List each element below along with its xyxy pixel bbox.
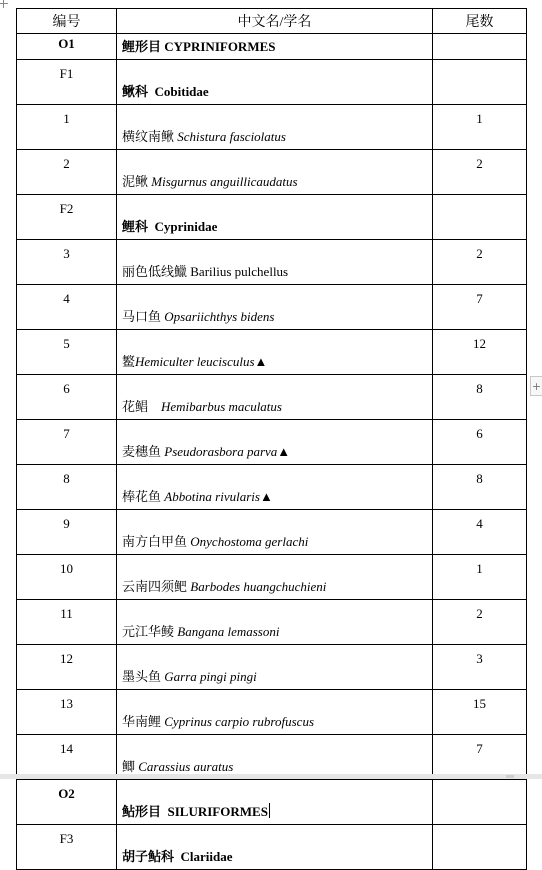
row-number: 13: [17, 690, 117, 735]
row-count: 6: [433, 420, 527, 465]
table-row: [17, 645, 527, 690]
table-row: [17, 420, 527, 465]
row-name: 丽色低线鱲 Barilius pulchellus: [117, 240, 433, 285]
header-count: 尾数: [433, 9, 527, 34]
add-column-button[interactable]: +: [530, 376, 542, 396]
row-number: O1: [17, 34, 117, 60]
row-name: 横纹南鳅 Schistura fasciolatus: [117, 105, 433, 150]
row-number: 9: [17, 510, 117, 555]
row-name: 墨头鱼 Garra pingi pingi: [117, 645, 433, 690]
row-count: 15: [433, 690, 527, 735]
row-number: 2: [17, 150, 117, 195]
table-row: [17, 240, 527, 285]
row-number: F2: [17, 195, 117, 240]
row-count: 4: [433, 510, 527, 555]
row-name: 马口鱼 Opsariichthys bidens: [117, 285, 433, 330]
table-row: [17, 600, 527, 645]
row-count: 7: [433, 735, 527, 780]
table-row-family: [17, 195, 527, 240]
horizontal-scrollbar[interactable]: [0, 774, 542, 779]
row-name[interactable]: 鲇形目 SILURIFORMES: [117, 780, 433, 825]
row-count: 8: [433, 465, 527, 510]
row-count: 2: [433, 240, 527, 285]
table-row: [17, 375, 527, 420]
table-row-order: [17, 780, 527, 825]
row-count: [433, 195, 527, 240]
table-row-family: [17, 60, 527, 105]
row-number: 6: [17, 375, 117, 420]
table-move-handle-icon[interactable]: [0, 0, 8, 8]
row-count: [433, 825, 527, 870]
row-number: 12: [17, 645, 117, 690]
row-count: 1: [433, 105, 527, 150]
row-number: 7: [17, 420, 117, 465]
row-name: 元江华鲮 Bangana lemassoni: [117, 600, 433, 645]
row-name: 麦穗鱼 Pseudorasbora parva▲: [117, 420, 433, 465]
row-number: O2: [17, 780, 117, 825]
row-number: 8: [17, 465, 117, 510]
row-count: [433, 780, 527, 825]
table-row-family: [17, 825, 527, 870]
table-header-row: [17, 9, 527, 34]
fish-species-table: [16, 8, 527, 870]
row-number: 10: [17, 555, 117, 600]
introduced-mark-icon: ▲: [259, 489, 273, 504]
row-number: 1: [17, 105, 117, 150]
header-number: 编号: [17, 9, 117, 34]
row-count: 12: [433, 330, 527, 375]
text-cursor: [269, 803, 270, 818]
row-name: 云南四须鲃 Barbodes huangchuchieni: [117, 555, 433, 600]
row-name: 鳘Hemiculter leucisculus▲: [117, 330, 433, 375]
row-name: 鲤科 Cyprinidae: [117, 195, 433, 240]
table-row: [17, 465, 527, 510]
row-count: 1: [433, 555, 527, 600]
introduced-mark-icon: ▲: [254, 354, 268, 369]
table-row: [17, 690, 527, 735]
row-count: 2: [433, 600, 527, 645]
row-count: [433, 34, 527, 60]
row-name: 鲫 Carassius auratus: [117, 735, 433, 780]
row-name: 鳅科 Cobitidae: [117, 60, 433, 105]
row-count: 8: [433, 375, 527, 420]
table-row: [17, 285, 527, 330]
row-number: 4: [17, 285, 117, 330]
row-count: 2: [433, 150, 527, 195]
table-row: [17, 555, 527, 600]
row-name: 花鲳 Hemibarbus maculatus: [117, 375, 433, 420]
row-name: 泥鳅 Misgurnus anguillicaudatus: [117, 150, 433, 195]
header-name: 中文名/学名: [117, 9, 433, 34]
row-name: 华南鲤 Cyprinus carpio rubrofuscus: [117, 690, 433, 735]
row-name: 胡子鲇科 Clariidae: [117, 825, 433, 870]
row-number: F3: [17, 825, 117, 870]
table-row: [17, 150, 527, 195]
row-name: 鲤形目 CYPRINIFORMES: [117, 34, 433, 60]
table-row: [17, 735, 527, 780]
row-count: [433, 60, 527, 105]
row-number: F1: [17, 60, 117, 105]
row-count: 7: [433, 285, 527, 330]
row-name: 南方白甲鱼 Onychostoma gerlachi: [117, 510, 433, 555]
row-number: 3: [17, 240, 117, 285]
table-row: [17, 105, 527, 150]
row-count: 3: [433, 645, 527, 690]
table-row: [17, 330, 527, 375]
row-number: 11: [17, 600, 117, 645]
table-row-order: [17, 34, 527, 60]
row-name: 棒花鱼 Abbotina rivularis▲: [117, 465, 433, 510]
row-number: 14: [17, 735, 117, 780]
table-row: [17, 510, 527, 555]
introduced-mark-icon: ▲: [277, 444, 291, 459]
row-number: 5: [17, 330, 117, 375]
